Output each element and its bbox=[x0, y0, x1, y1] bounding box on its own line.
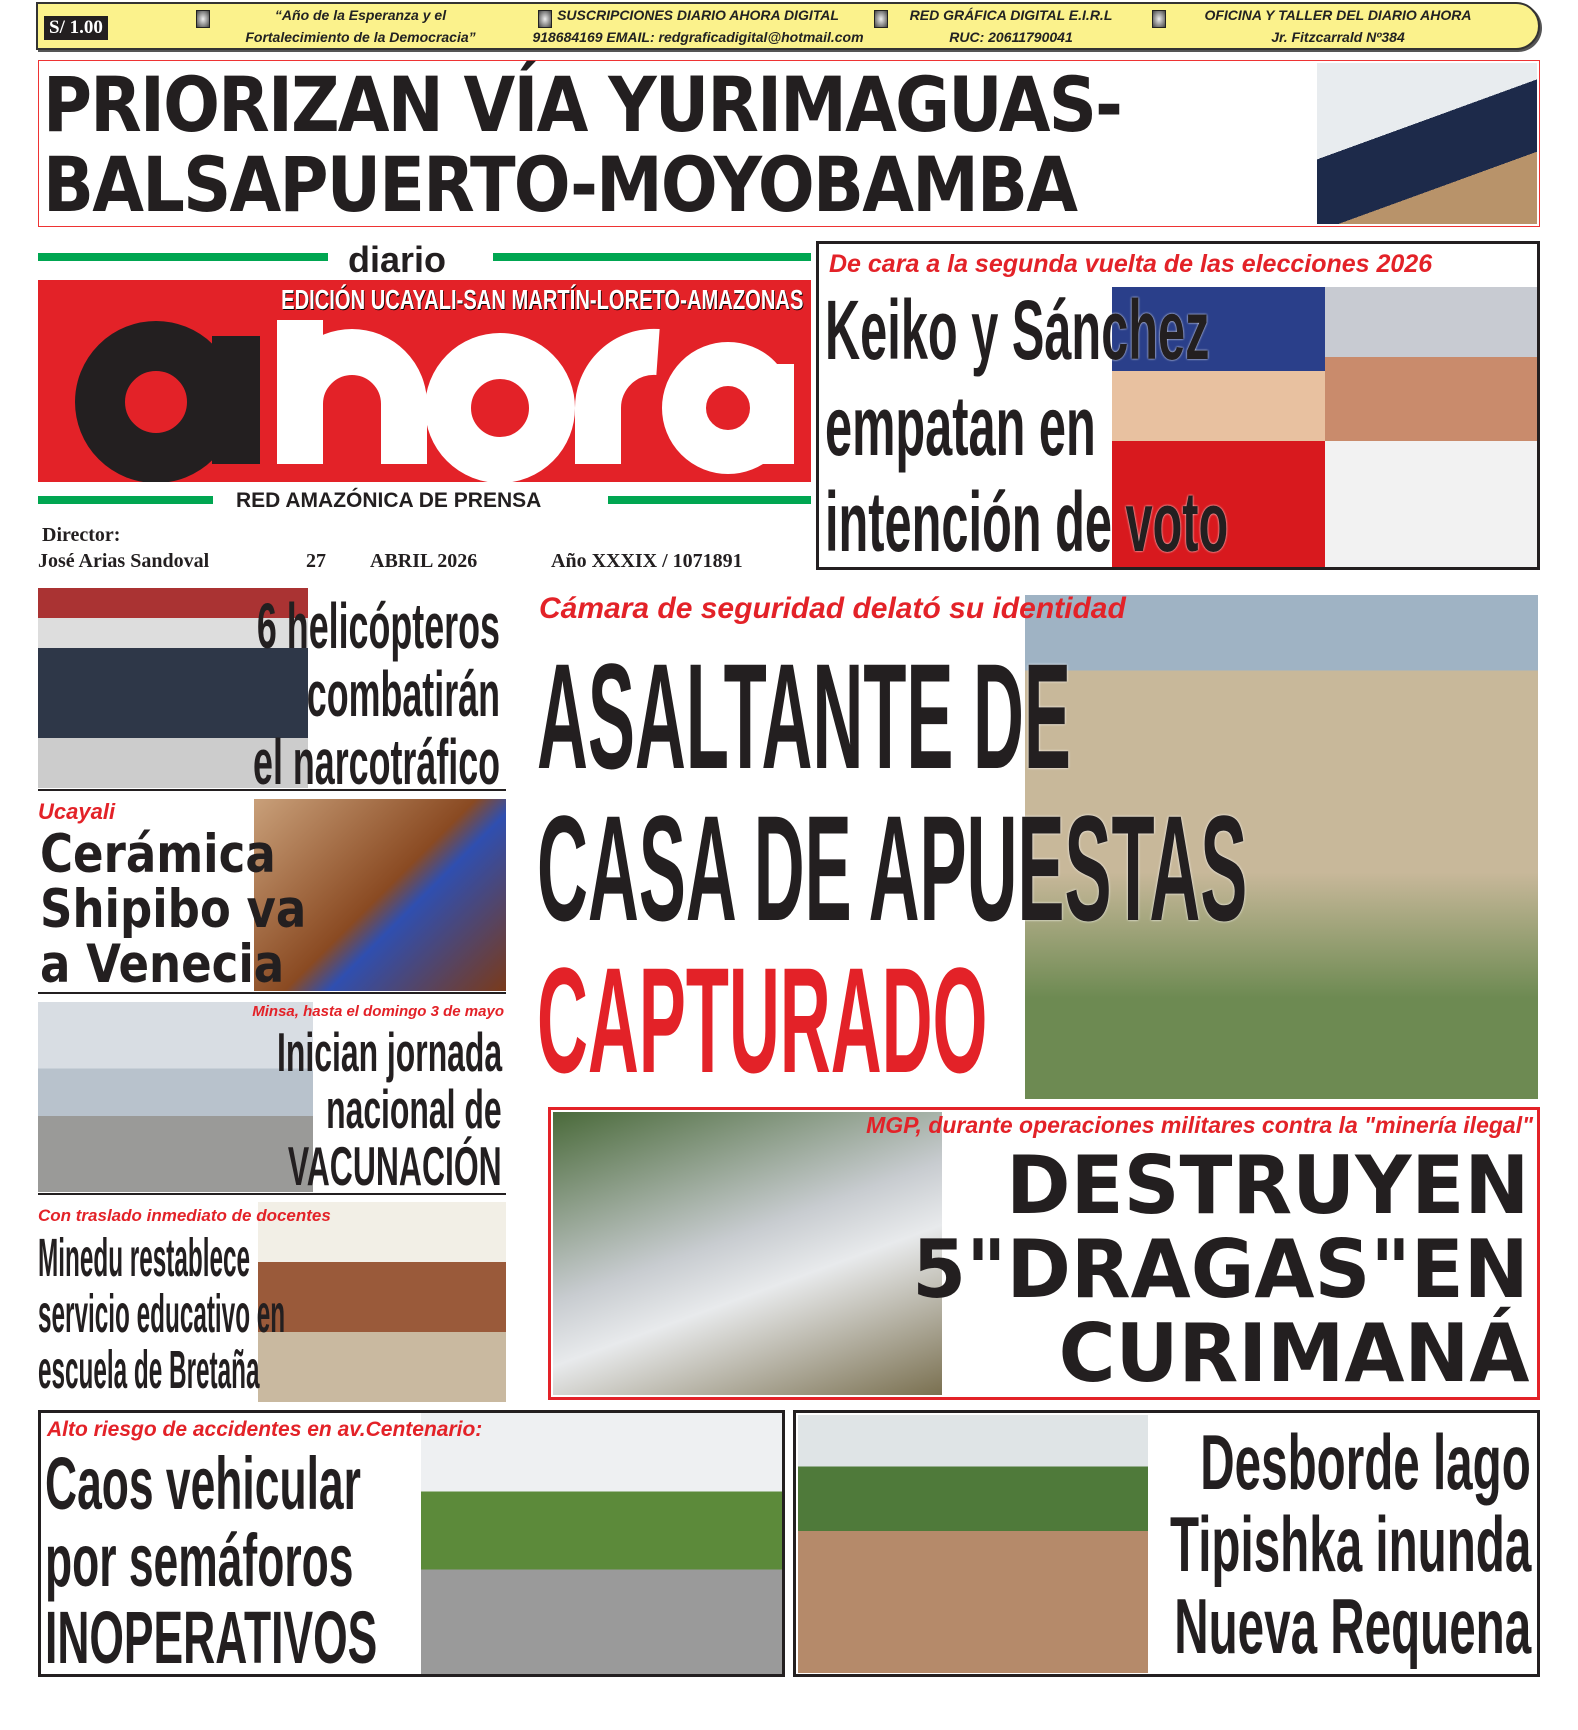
headline-line: Cerámica bbox=[40, 824, 276, 885]
kicker: Minsa, hasta el domingo 3 de mayo bbox=[252, 1003, 504, 1020]
headline-line: Caos vehicular bbox=[45, 1442, 361, 1525]
kicker: De cara a la segunda vuelta de las elecciones 2026 bbox=[829, 250, 1433, 278]
headline-line: Inician jornada bbox=[276, 1021, 502, 1083]
red-grafica: RED GRÁFICA DIGITAL E.I.R.L RUC: 20611790041 bbox=[909, 7, 1113, 45]
main-headline bbox=[38, 60, 1540, 227]
tagline: RED AMAZÓNICA DE PRENSA bbox=[236, 489, 542, 512]
headline-line: servicio educativo en bbox=[38, 1284, 286, 1344]
headline-line: 6 helicópteros bbox=[257, 590, 500, 662]
meeting-photo bbox=[1317, 63, 1537, 224]
kicker: Cámara de seguridad delató su identidad bbox=[539, 592, 1126, 625]
bullet-icon bbox=[874, 10, 888, 28]
logo-box bbox=[38, 280, 811, 482]
director-name: José Arias Sandoval bbox=[38, 550, 210, 572]
caos-story[interactable] bbox=[38, 1410, 785, 1677]
vacuna-story[interactable] bbox=[38, 1000, 506, 1195]
headline-line: VACUNACIÓN bbox=[288, 1135, 502, 1197]
kicker: MGP, durante operaciones militares contra la "minería ilegal" bbox=[866, 1112, 1533, 1138]
price-tag: S/ 1.00 bbox=[44, 16, 108, 40]
headline-line: ASALTANTE DE bbox=[537, 632, 1071, 800]
headline-line: empatan en bbox=[825, 379, 1096, 473]
headline-line: 5"DRAGAS"EN bbox=[912, 1223, 1529, 1316]
diario-label: diario bbox=[348, 239, 447, 280]
ceramica-story[interactable] bbox=[38, 797, 506, 994]
headline-line: combatirán bbox=[306, 658, 500, 730]
date-line bbox=[38, 550, 818, 573]
dragas-photo bbox=[553, 1112, 942, 1395]
headline-line: INOPERATIVOS bbox=[45, 1596, 378, 1679]
headline-line: intención de voto bbox=[825, 475, 1229, 569]
heli-story[interactable] bbox=[38, 586, 506, 798]
issue-number: Año XXXIX / 1071891 bbox=[551, 550, 743, 572]
headline-line: Nueva Requena bbox=[1174, 1582, 1531, 1670]
kicker: Alto riesgo de accidentes en av.Centenario: bbox=[47, 1418, 483, 1441]
headline-line: CURIMANÁ bbox=[1058, 1307, 1529, 1400]
day: 27 bbox=[306, 550, 326, 572]
asaltante-story[interactable] bbox=[537, 592, 1540, 1104]
dragas-story[interactable] bbox=[548, 1107, 1540, 1400]
headline-line: PRIORIZAN VÍA YURIMAGUAS- bbox=[43, 60, 1122, 149]
keiko-story[interactable] bbox=[816, 241, 1540, 570]
edition-label: EDICIÓN UCAYALI-SAN MARTÍN-LORETO-AMAZONAS bbox=[280, 284, 803, 315]
headline-line: CAPTURADO bbox=[537, 936, 988, 1104]
headline-line: a Venecia bbox=[40, 934, 285, 995]
subscriptions: SUSCRIPCIONES DIARIO AHORA DIGITAL 918684169 EMAIL: redgraficadigital@hotmail.com bbox=[532, 7, 864, 45]
director-label: Director: bbox=[42, 524, 121, 546]
headline-line: Shipibo va bbox=[40, 879, 307, 940]
kicker: Con traslado inmediato de docentes bbox=[38, 1206, 331, 1225]
minedu-story[interactable] bbox=[38, 1200, 506, 1403]
headline-line: el narcotráfico bbox=[253, 726, 500, 798]
headline-line: escuela de Bretaña bbox=[38, 1340, 260, 1400]
month-year: ABRIL 2026 bbox=[370, 550, 478, 572]
headline-line: DESTRUYEN bbox=[1005, 1139, 1529, 1232]
kicker: Ucayali bbox=[38, 799, 116, 824]
bullet-icon bbox=[196, 10, 210, 28]
ahora-logo bbox=[38, 280, 811, 482]
headline-line: BALSAPUERTO-MOYOBAMBA bbox=[43, 140, 1077, 229]
headline-line: Tipishka inunda bbox=[1169, 1500, 1531, 1588]
headline-line: nacional de bbox=[326, 1078, 502, 1140]
headline-line: Keiko y Sánchez bbox=[825, 283, 1210, 377]
masthead bbox=[38, 239, 811, 537]
headline-line: Desborde lago bbox=[1200, 1418, 1531, 1506]
office: OFICINA Y TALLER DEL DIARIO AHORA Jr. Fitzcarrald Nº384 bbox=[1204, 7, 1472, 45]
desborde-story[interactable] bbox=[793, 1410, 1540, 1677]
headline-line: CASA DE APUESTAS bbox=[537, 784, 1248, 952]
top-info-bar bbox=[36, 2, 1540, 50]
bullet-icon bbox=[1152, 10, 1166, 28]
headline-line: por semáforos bbox=[45, 1519, 354, 1602]
headline-line: Minedu restablece bbox=[38, 1228, 251, 1288]
motto: “Año de la Esperanza y el Fortalecimiento de la Democracia” bbox=[245, 7, 476, 45]
